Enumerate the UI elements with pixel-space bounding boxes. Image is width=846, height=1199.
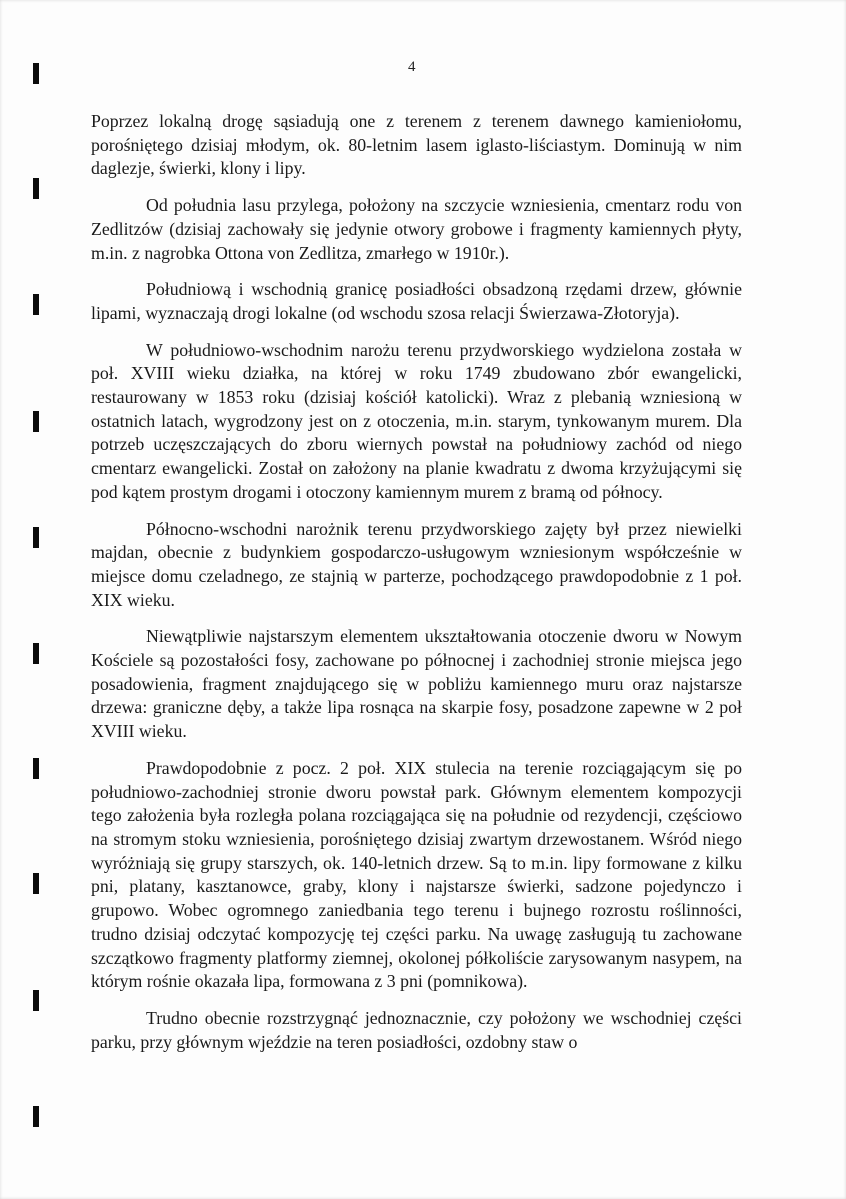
paragraph: W południowo-wschodnim narożu terenu przydworskiego wydzielona została w poł. XVIII wieku działka, na której w roku 1749 zbudowano zbór ewangelicki, restaurowany w 1853 roku (dzisiaj kościół katolicki). Wraz z plebanią wzniesioną w ostatnich latach, wygrodzony jest on z otoczenia, m.in. starym, tynkowanym murem. Dla potrzeb uczęszczających do zboru wiernych powstał na południowy zachód od niego cmentarz ewangelicki. Został on założony na planie kwadratu z dwoma krzyżującymi się pod kątem prostym drogami i otoczony kamiennym murem z bramą od północy. [91,339,742,502]
binding-mark [33,411,39,432]
paragraph: Prawdopodobnie z pocz. 2 poł. XIX stulecia na terenie rozciągającym się po południowo-zachodniej stronie dworu powstał park. Głównym elementem kompozycji tego założenia była rozległa polana rozciągająca się na południe od rezydencji, częściowo na stromym stoku wzniesienia, porośniętego dzisiaj zwartym drzewostanem. Wśród niego wyróżniają się grupy starszych, ok. 140-letnich drzew. Są to m.in. lipy formowane z kilku pni, platany, kasztanowce, graby, klony i najstarsze świerki, sadzone pojedynczo i grupowo. Wobec ogromnego zaniedbania tego terenu i bujnego rozrostu roślinności, trudno dzisiaj odczytać kompozycję tej części parku. Na uwagę zasługują tu zachowane szczątkowo fragmenty platformy ziemnej, okolonej półkoliście zarysowanym nasypem, na którym rośnie okazała lipa, formowana z 3 pni (pomnikowa). [91,757,742,992]
binding-mark [33,294,39,315]
binding-mark [33,873,39,894]
binding-mark [33,643,39,664]
binding-mark [33,1106,39,1127]
paragraph: Trudno obecnie rozstrzygnąć jednoznacznie, czy położony we wschodniej części parku, przy głównym wjeździe na teren posiadłości, ozdobny staw o [91,1007,742,1052]
body-text [91,110,742,1067]
paragraph: Południową i wschodnią granicę posiadłości obsadzoną rzędami drzew, głównie lipami, wyznaczają drogi lokalne (od wschodu szosa relacji Świerzawa-Złotoryja). [91,279,742,323]
page-number: 4 [408,59,416,75]
paragraph: Poprzez lokalną drogę sąsiadują one z terenem z terenem dawnego kamieniołomu, porośniętego dzisiaj młodym, ok. 80-letnim lasem iglasto-liściastym. Dominują w nim daglezje, świerki, klony i lipy. [91,111,742,179]
binding-mark [33,178,39,199]
binding-mark [33,527,39,548]
binding-mark [33,63,39,84]
paragraph: Północno-wschodni narożnik terenu przydworskiego zajęty był przez niewielki majdan, obecnie z budynkiem gospodarczo-usługowym wzniesionym współcześnie w miejsce domu czeladnego, ze stajnią w parterze, pochodzącego prawdopodobnie z 1 poł. XIX wieku. [91,518,742,610]
paragraph: Niewątpliwie najstarszym elementem ukształtowania otoczenie dworu w Nowym Kościele są pozostałości fosy, zachowane po północnej i zachodniej stronie miejsca jego posadowienia, fragment znajdującego się w pobliżu kamiennego muru oraz najstarsze drzewa: graniczne dęby, a także lipa rosnąca na skarpie fosy, posadzone zapewne w 2 poł XVIII wieku. [91,626,742,742]
binding-mark [33,758,39,779]
paragraph: Od południa lasu przylega, położony na szczycie wzniesienia, cmentarz rodu von Zedlitzów (dzisiaj zachowały się jedynie otwory grobowe i fragmenty kamiennych płyty, m.in. z nagrobka Ottona von Zedlitza, zmarłego w 1910r.). [91,195,742,263]
binding-mark [33,990,39,1011]
